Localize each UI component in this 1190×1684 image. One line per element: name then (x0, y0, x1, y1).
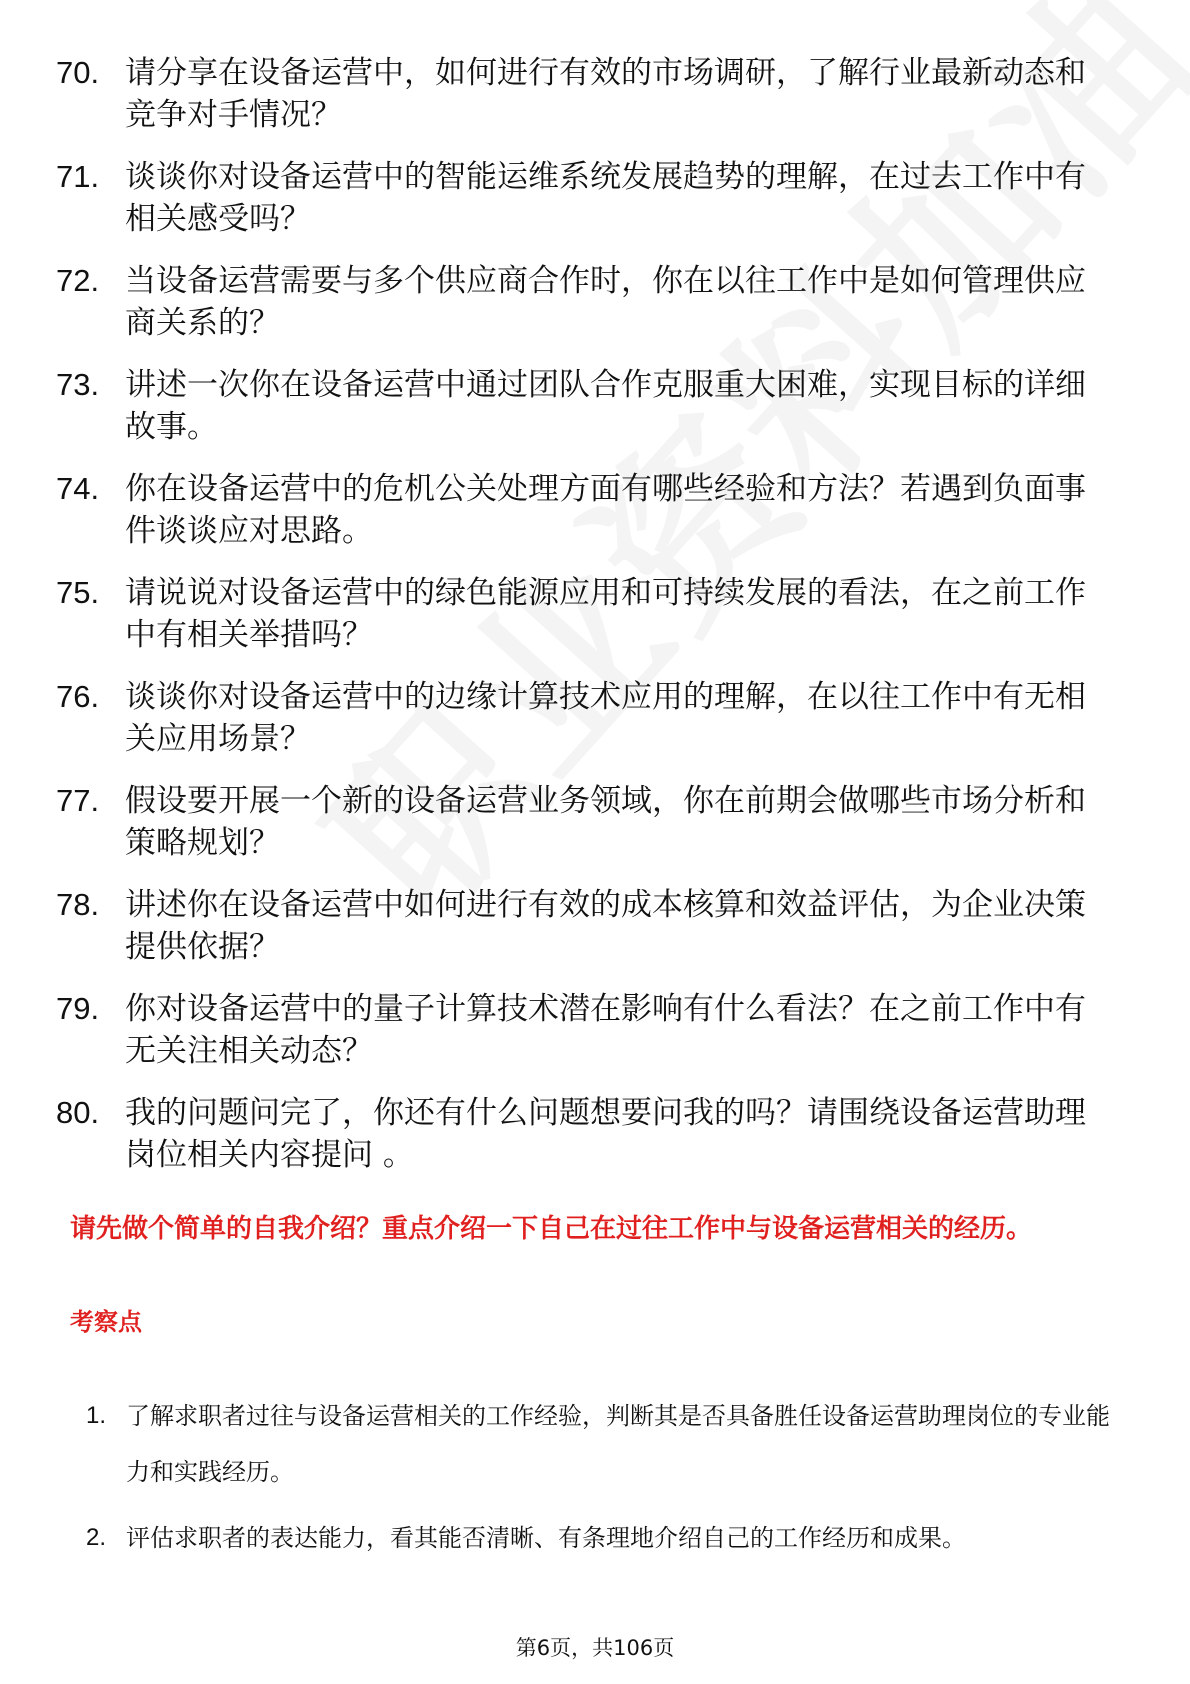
page-number: 第6页，共106页 (515, 1636, 675, 1660)
question-number: 79. (56, 991, 100, 1026)
question-number: 72. (56, 263, 100, 298)
list-item (0, 468, 1190, 572)
question-text: 请说说对设备运营中的绿色能源应用和可持续发展的看法，在之前工作中有相关举措吗？ (125, 575, 1086, 653)
list-item (0, 884, 1190, 988)
list-item (0, 1092, 1190, 1196)
question-number: 80. (56, 1095, 100, 1130)
list-item (0, 988, 1190, 1092)
question-text: 谈谈你对设备运营中的智能运维系统发展趋势的理解，在过去工作中有相关感受吗？ (125, 159, 1086, 237)
question-text: 当设备运营需要与多个供应商合作时，你在以往工作中是如何管理供应商关系的？ (125, 263, 1086, 341)
question-number: 74. (56, 471, 100, 506)
question-text: 你对设备运营中的量子计算技术潜在影响有什么看法？在之前工作中有无关注相关动态？ (125, 991, 1086, 1069)
list-item (0, 1388, 1190, 1510)
point-text: 评估求职者的表达能力，看其能否清晰、有条理地介绍自己的工作经历和成果。 (126, 1524, 966, 1552)
question-number: 78. (56, 887, 100, 922)
list-item (0, 52, 1190, 156)
list-item (0, 364, 1190, 468)
question-text: 请分享在设备运营中，如何进行有效的市场调研，了解行业最新动态和竞争对手情况？ (125, 55, 1086, 133)
point-number: 1. (86, 1402, 107, 1429)
question-number: 70. (56, 55, 100, 90)
list-item (0, 1510, 1190, 1632)
question-text: 讲述一次你在设备运营中通过团队合作克服重大困难，实现目标的详细故事。 (125, 367, 1086, 445)
question-text: 你在设备运营中的危机公关处理方面有哪些经验和方法？若遇到负面事件谈谈应对思路。 (125, 471, 1086, 549)
question-list (0, 52, 1190, 1196)
point-number: 2. (86, 1524, 107, 1551)
point-text: 了解求职者过往与设备运营相关的工作经验，判断其是否具备胜任设备运营助理岗位的专业能力和实践经历。 (126, 1402, 1110, 1486)
question-number: 77. (56, 783, 100, 818)
question-text: 我的问题问完了，你还有什么问题想要问我的吗？请围绕设备运营助理岗位相关内容提问 。 (125, 1095, 1086, 1173)
question-number: 73. (56, 367, 100, 402)
section-subheading: 考察点 (70, 1308, 142, 1336)
list-item (0, 156, 1190, 260)
list-item (0, 260, 1190, 364)
question-text: 假设要开展一个新的设备运营业务领域，你在前期会做哪些市场分析和策略规划？ (125, 783, 1086, 861)
list-item (0, 676, 1190, 780)
list-item (0, 572, 1190, 676)
assessment-point-list (0, 1388, 1190, 1632)
list-item (0, 780, 1190, 884)
section-heading: 请先做个简单的自我介绍？重点介绍一下自己在过往工作中与设备运营相关的经历。 (70, 1214, 1033, 1244)
question-text: 讲述你在设备运营中如何进行有效的成本核算和效益评估，为企业决策提供依据？ (125, 887, 1086, 965)
question-number: 76. (56, 679, 100, 714)
question-text: 谈谈你对设备运营中的边缘计算技术应用的理解，在以往工作中有无相关应用场景？ (125, 679, 1086, 757)
question-number: 75. (56, 575, 100, 610)
question-number: 71. (56, 159, 100, 194)
